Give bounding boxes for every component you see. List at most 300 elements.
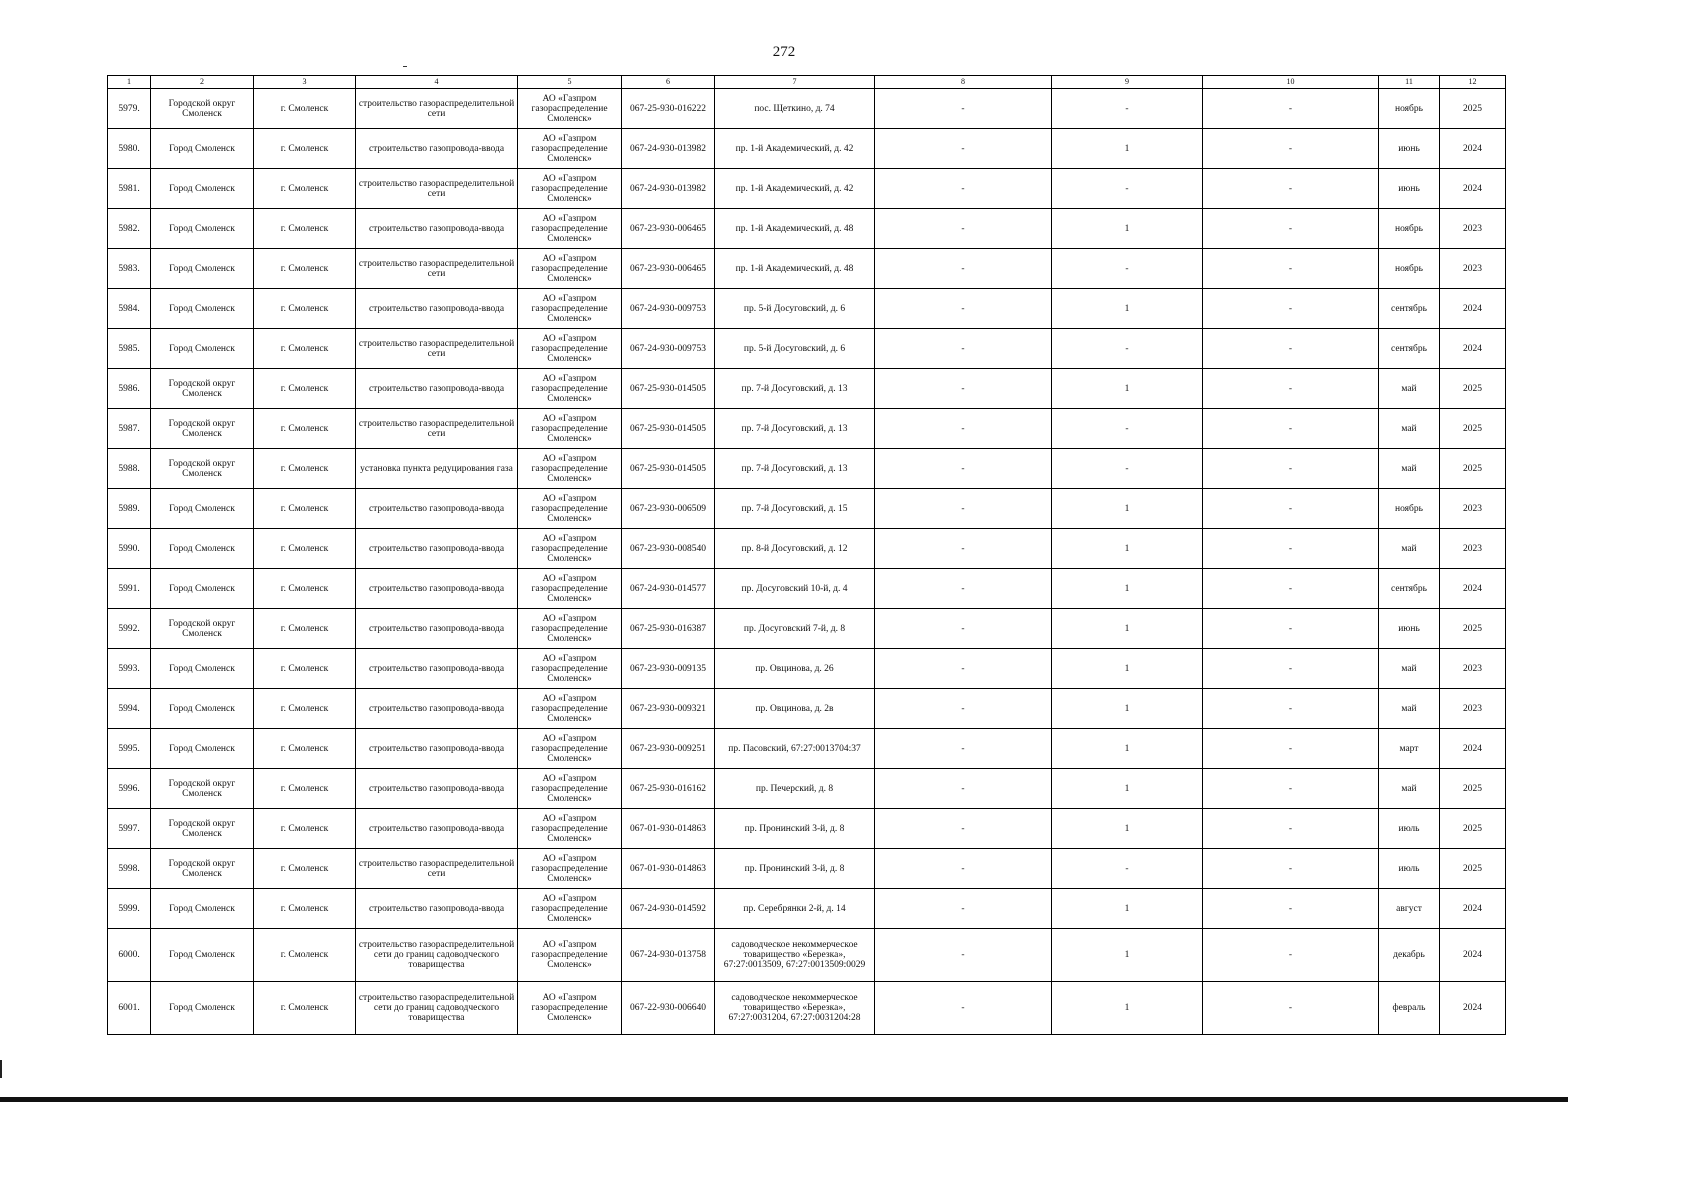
col10-cell: - <box>1203 689 1379 729</box>
row-number-cell: 5988. <box>108 449 151 489</box>
table-row <box>108 369 1506 409</box>
table-row <box>108 889 1506 929</box>
address-cell: пр. Овцинова, д. 2в <box>715 689 875 729</box>
col9-cell: 1 <box>1052 982 1203 1035</box>
code-cell: 067-01-930-014863 <box>622 809 715 849</box>
month-cell: ноябрь <box>1379 89 1440 129</box>
municipality-cell: Город Смоленск <box>151 889 254 929</box>
organization-cell: АО «Газпром газораспределение Смоленск» <box>518 689 622 729</box>
locality-cell: г. Смоленск <box>254 929 356 982</box>
municipality-cell: Город Смоленск <box>151 729 254 769</box>
table-row <box>108 849 1506 889</box>
row-number-cell: 6001. <box>108 982 151 1035</box>
address-cell: пр. 1-й Академический, д. 42 <box>715 169 875 209</box>
register-table <box>107 75 1506 1035</box>
scan-mark <box>403 66 407 67</box>
col9-cell: - <box>1052 329 1203 369</box>
col10-cell: - <box>1203 169 1379 209</box>
locality-cell: г. Смоленск <box>254 849 356 889</box>
code-cell: 067-23-930-008540 <box>622 529 715 569</box>
col10-cell: - <box>1203 249 1379 289</box>
column-header: 11 <box>1379 76 1440 89</box>
work-type-cell: строительство газопровода-ввода <box>356 609 518 649</box>
work-type-cell: строительство газопровода-ввода <box>356 729 518 769</box>
row-number-cell: 5981. <box>108 169 151 209</box>
year-cell: 2025 <box>1440 809 1506 849</box>
address-cell: пр. Серебрянки 2-й, д. 14 <box>715 889 875 929</box>
col10-cell: - <box>1203 89 1379 129</box>
organization-cell: АО «Газпром газораспределение Смоленск» <box>518 609 622 649</box>
col9-cell: 1 <box>1052 729 1203 769</box>
locality-cell: г. Смоленск <box>254 169 356 209</box>
column-header: 4 <box>356 76 518 89</box>
table-row <box>108 449 1506 489</box>
code-cell: 067-24-930-014592 <box>622 889 715 929</box>
col8-cell: - <box>875 209 1052 249</box>
code-cell: 067-24-930-013758 <box>622 929 715 982</box>
col9-cell: - <box>1052 249 1203 289</box>
col9-cell: 1 <box>1052 769 1203 809</box>
address-cell: пр. 5-й Досуговский, д. 6 <box>715 289 875 329</box>
organization-cell: АО «Газпром газораспределение Смоленск» <box>518 169 622 209</box>
work-type-cell: строительство газораспределительной сети <box>356 849 518 889</box>
locality-cell: г. Смоленск <box>254 209 356 249</box>
col10-cell: - <box>1203 809 1379 849</box>
month-cell: июнь <box>1379 129 1440 169</box>
organization-cell: АО «Газпром газораспределение Смоленск» <box>518 489 622 529</box>
month-cell: июнь <box>1379 609 1440 649</box>
col10-cell: - <box>1203 982 1379 1035</box>
month-cell: февраль <box>1379 982 1440 1035</box>
municipality-cell: Город Смоленск <box>151 169 254 209</box>
year-cell: 2025 <box>1440 409 1506 449</box>
work-type-cell: строительство газопровода-ввода <box>356 769 518 809</box>
col10-cell: - <box>1203 609 1379 649</box>
organization-cell: АО «Газпром газораспределение Смоленск» <box>518 569 622 609</box>
row-number-cell: 5991. <box>108 569 151 609</box>
col8-cell: - <box>875 769 1052 809</box>
year-cell: 2024 <box>1440 569 1506 609</box>
month-cell: сентябрь <box>1379 569 1440 609</box>
locality-cell: г. Смоленск <box>254 329 356 369</box>
row-number-cell: 5979. <box>108 89 151 129</box>
year-cell: 2025 <box>1440 849 1506 889</box>
code-cell: 067-24-930-009753 <box>622 289 715 329</box>
col8-cell: - <box>875 689 1052 729</box>
year-cell: 2024 <box>1440 729 1506 769</box>
address-cell: пр. 7-й Досуговский, д. 15 <box>715 489 875 529</box>
locality-cell: г. Смоленск <box>254 129 356 169</box>
year-cell: 2024 <box>1440 982 1506 1035</box>
municipality-cell: Город Смоленск <box>151 929 254 982</box>
year-cell: 2023 <box>1440 529 1506 569</box>
year-cell: 2024 <box>1440 129 1506 169</box>
municipality-cell: Город Смоленск <box>151 329 254 369</box>
column-header: 7 <box>715 76 875 89</box>
month-cell: ноябрь <box>1379 489 1440 529</box>
col8-cell: - <box>875 249 1052 289</box>
row-number-cell: 5997. <box>108 809 151 849</box>
year-cell: 2025 <box>1440 89 1506 129</box>
month-cell: ноябрь <box>1379 249 1440 289</box>
table-row <box>108 169 1506 209</box>
work-type-cell: строительство газораспределительной сети до границ садоводческого товарищества <box>356 929 518 982</box>
work-type-cell: строительство газораспределительной сети <box>356 409 518 449</box>
code-cell: 067-01-930-014863 <box>622 849 715 889</box>
work-type-cell: строительство газопровода-ввода <box>356 129 518 169</box>
col10-cell: - <box>1203 329 1379 369</box>
table-body <box>108 89 1506 1035</box>
year-cell: 2023 <box>1440 649 1506 689</box>
municipality-cell: Город Смоленск <box>151 689 254 729</box>
work-type-cell: строительство газопровода-ввода <box>356 209 518 249</box>
organization-cell: АО «Газпром газораспределение Смоленск» <box>518 89 622 129</box>
col8-cell: - <box>875 449 1052 489</box>
address-cell: пр. 5-й Досуговский, д. 6 <box>715 329 875 369</box>
col9-cell: 1 <box>1052 569 1203 609</box>
col8-cell: - <box>875 982 1052 1035</box>
work-type-cell: строительство газопровода-ввода <box>356 569 518 609</box>
year-cell: 2023 <box>1440 689 1506 729</box>
month-cell: август <box>1379 889 1440 929</box>
municipality-cell: Город Смоленск <box>151 529 254 569</box>
code-cell: 067-25-930-016387 <box>622 609 715 649</box>
col10-cell: - <box>1203 369 1379 409</box>
locality-cell: г. Смоленск <box>254 449 356 489</box>
col8-cell: - <box>875 889 1052 929</box>
address-cell: пр. 8-й Досуговский, д. 12 <box>715 529 875 569</box>
col9-cell: 1 <box>1052 649 1203 689</box>
col9-cell: 1 <box>1052 369 1203 409</box>
organization-cell: АО «Газпром газораспределение Смоленск» <box>518 849 622 889</box>
year-cell: 2025 <box>1440 769 1506 809</box>
col8-cell: - <box>875 409 1052 449</box>
year-cell: 2024 <box>1440 329 1506 369</box>
municipality-cell: Город Смоленск <box>151 209 254 249</box>
row-number-cell: 5986. <box>108 369 151 409</box>
row-number-cell: 5998. <box>108 849 151 889</box>
table-row <box>108 809 1506 849</box>
organization-cell: АО «Газпром газораспределение Смоленск» <box>518 929 622 982</box>
row-number-cell: 5987. <box>108 409 151 449</box>
year-cell: 2025 <box>1440 369 1506 409</box>
month-cell: сентябрь <box>1379 289 1440 329</box>
table-row <box>108 729 1506 769</box>
col10-cell: - <box>1203 929 1379 982</box>
work-type-cell: строительство газораспределительной сети <box>356 169 518 209</box>
address-cell: пос. Щеткино, д. 74 <box>715 89 875 129</box>
locality-cell: г. Смоленск <box>254 809 356 849</box>
col9-cell: - <box>1052 449 1203 489</box>
month-cell: май <box>1379 449 1440 489</box>
row-number-cell: 6000. <box>108 929 151 982</box>
address-cell: пр. Пронинский 3-й, д. 8 <box>715 809 875 849</box>
table-row <box>108 329 1506 369</box>
address-cell: пр. 7-й Досуговский, д. 13 <box>715 409 875 449</box>
col9-cell: - <box>1052 849 1203 889</box>
organization-cell: АО «Газпром газораспределение Смоленск» <box>518 289 622 329</box>
table-row <box>108 89 1506 129</box>
col8-cell: - <box>875 169 1052 209</box>
table-row <box>108 569 1506 609</box>
table-row <box>108 649 1506 689</box>
year-cell: 2023 <box>1440 489 1506 529</box>
col9-cell: - <box>1052 89 1203 129</box>
code-cell: 067-23-930-006465 <box>622 209 715 249</box>
address-cell: пр. Печерский, д. 8 <box>715 769 875 809</box>
col9-cell: 1 <box>1052 809 1203 849</box>
work-type-cell: строительство газораспределительной сети до границ садоводческого товарищества <box>356 982 518 1035</box>
address-cell: пр. 1-й Академический, д. 42 <box>715 129 875 169</box>
month-cell: май <box>1379 769 1440 809</box>
municipality-cell: Городской округ Смоленск <box>151 769 254 809</box>
col9-cell: - <box>1052 169 1203 209</box>
municipality-cell: Город Смоленск <box>151 289 254 329</box>
col8-cell: - <box>875 529 1052 569</box>
locality-cell: г. Смоленск <box>254 89 356 129</box>
header-row <box>108 76 1506 89</box>
row-number-cell: 5989. <box>108 489 151 529</box>
code-cell: 067-23-930-006465 <box>622 249 715 289</box>
col9-cell: 1 <box>1052 609 1203 649</box>
col9-cell: 1 <box>1052 929 1203 982</box>
municipality-cell: Городской округ Смоленск <box>151 369 254 409</box>
locality-cell: г. Смоленск <box>254 769 356 809</box>
work-type-cell: строительство газораспределительной сети <box>356 249 518 289</box>
municipality-cell: Городской округ Смоленск <box>151 449 254 489</box>
month-cell: сентябрь <box>1379 329 1440 369</box>
organization-cell: АО «Газпром газораспределение Смоленск» <box>518 769 622 809</box>
col10-cell: - <box>1203 889 1379 929</box>
col9-cell: 1 <box>1052 529 1203 569</box>
locality-cell: г. Смоленск <box>254 249 356 289</box>
locality-cell: г. Смоленск <box>254 689 356 729</box>
scan-edge-mark <box>0 1060 2 1078</box>
code-cell: 067-25-930-016162 <box>622 769 715 809</box>
col8-cell: - <box>875 609 1052 649</box>
table-row <box>108 769 1506 809</box>
work-type-cell: строительство газопровода-ввода <box>356 289 518 329</box>
col8-cell: - <box>875 849 1052 889</box>
col10-cell: - <box>1203 569 1379 609</box>
month-cell: май <box>1379 529 1440 569</box>
row-number-cell: 5983. <box>108 249 151 289</box>
organization-cell: АО «Газпром газораспределение Смоленск» <box>518 129 622 169</box>
address-cell: пр. 1-й Академический, д. 48 <box>715 209 875 249</box>
col9-cell: 1 <box>1052 489 1203 529</box>
year-cell: 2025 <box>1440 609 1506 649</box>
year-cell: 2023 <box>1440 249 1506 289</box>
table-row <box>108 129 1506 169</box>
row-number-cell: 5990. <box>108 529 151 569</box>
work-type-cell: строительство газопровода-ввода <box>356 489 518 529</box>
code-cell: 067-23-930-009321 <box>622 689 715 729</box>
locality-cell: г. Смоленск <box>254 529 356 569</box>
month-cell: декабрь <box>1379 929 1440 982</box>
scan-bottom-border <box>0 1097 1568 1102</box>
municipality-cell: Городской округ Смоленск <box>151 849 254 889</box>
col8-cell: - <box>875 289 1052 329</box>
col9-cell: 1 <box>1052 689 1203 729</box>
col10-cell: - <box>1203 769 1379 809</box>
organization-cell: АО «Газпром газораспределение Смоленск» <box>518 329 622 369</box>
municipality-cell: Город Смоленск <box>151 489 254 529</box>
column-header: 8 <box>875 76 1052 89</box>
col8-cell: - <box>875 369 1052 409</box>
column-header: 3 <box>254 76 356 89</box>
table-row <box>108 289 1506 329</box>
column-header: 5 <box>518 76 622 89</box>
column-header: 6 <box>622 76 715 89</box>
work-type-cell: строительство газораспределительной сети <box>356 89 518 129</box>
column-header: 2 <box>151 76 254 89</box>
code-cell: 067-25-930-014505 <box>622 449 715 489</box>
municipality-cell: Город Смоленск <box>151 569 254 609</box>
table-row <box>108 529 1506 569</box>
work-type-cell: строительство газопровода-ввода <box>356 529 518 569</box>
column-header: 10 <box>1203 76 1379 89</box>
col10-cell: - <box>1203 209 1379 249</box>
table-row <box>108 982 1506 1035</box>
col8-cell: - <box>875 329 1052 369</box>
locality-cell: г. Смоленск <box>254 409 356 449</box>
locality-cell: г. Смоленск <box>254 649 356 689</box>
table-row <box>108 689 1506 729</box>
organization-cell: АО «Газпром газораспределение Смоленск» <box>518 729 622 769</box>
month-cell: март <box>1379 729 1440 769</box>
col10-cell: - <box>1203 449 1379 489</box>
municipality-cell: Городской округ Смоленск <box>151 609 254 649</box>
work-type-cell: установка пункта редуцирования газа <box>356 449 518 489</box>
col10-cell: - <box>1203 849 1379 889</box>
row-number-cell: 5982. <box>108 209 151 249</box>
column-header: 12 <box>1440 76 1506 89</box>
work-type-cell: строительство газопровода-ввода <box>356 889 518 929</box>
locality-cell: г. Смоленск <box>254 609 356 649</box>
month-cell: ноябрь <box>1379 209 1440 249</box>
code-cell: 067-25-930-014505 <box>622 409 715 449</box>
code-cell: 067-24-930-009753 <box>622 329 715 369</box>
municipality-cell: Город Смоленск <box>151 649 254 689</box>
row-number-cell: 5995. <box>108 729 151 769</box>
page-number: 272 <box>772 44 796 60</box>
address-cell: садоводческое некоммерческое товарищество «Березка», 67:27:0013509, 67:27:0013509:0029 <box>715 929 875 982</box>
col10-cell: - <box>1203 729 1379 769</box>
month-cell: июнь <box>1379 169 1440 209</box>
locality-cell: г. Смоленск <box>254 369 356 409</box>
row-number-cell: 5992. <box>108 609 151 649</box>
month-cell: май <box>1379 409 1440 449</box>
col8-cell: - <box>875 809 1052 849</box>
month-cell: май <box>1379 689 1440 729</box>
month-cell: июль <box>1379 849 1440 889</box>
work-type-cell: строительство газопровода-ввода <box>356 689 518 729</box>
organization-cell: АО «Газпром газораспределение Смоленск» <box>518 249 622 289</box>
year-cell: 2024 <box>1440 169 1506 209</box>
organization-cell: АО «Газпром газораспределение Смоленск» <box>518 649 622 689</box>
work-type-cell: строительство газопровода-ввода <box>356 369 518 409</box>
col9-cell: 1 <box>1052 129 1203 169</box>
code-cell: 067-23-930-009135 <box>622 649 715 689</box>
address-cell: пр. Досуговский 10-й, д. 4 <box>715 569 875 609</box>
locality-cell: г. Смоленск <box>254 289 356 329</box>
col9-cell: 1 <box>1052 289 1203 329</box>
code-cell: 067-24-930-013982 <box>622 169 715 209</box>
col10-cell: - <box>1203 409 1379 449</box>
col8-cell: - <box>875 729 1052 769</box>
row-number-cell: 5994. <box>108 689 151 729</box>
col9-cell: - <box>1052 409 1203 449</box>
address-cell: пр. 1-й Академический, д. 48 <box>715 249 875 289</box>
table-row <box>108 209 1506 249</box>
year-cell: 2023 <box>1440 209 1506 249</box>
address-cell: пр. Овцинова, д. 26 <box>715 649 875 689</box>
organization-cell: АО «Газпром газораспределение Смоленск» <box>518 409 622 449</box>
year-cell: 2024 <box>1440 929 1506 982</box>
row-number-cell: 5993. <box>108 649 151 689</box>
organization-cell: АО «Газпром газораспределение Смоленск» <box>518 449 622 489</box>
code-cell: 067-25-930-016222 <box>622 89 715 129</box>
municipality-cell: Городской округ Смоленск <box>151 809 254 849</box>
organization-cell: АО «Газпром газораспределение Смоленск» <box>518 889 622 929</box>
code-cell: 067-25-930-014505 <box>622 369 715 409</box>
month-cell: май <box>1379 649 1440 689</box>
municipality-cell: Город Смоленск <box>151 129 254 169</box>
year-cell: 2024 <box>1440 289 1506 329</box>
row-number-cell: 5985. <box>108 329 151 369</box>
col8-cell: - <box>875 569 1052 609</box>
address-cell: пр. Досуговский 7-й, д. 8 <box>715 609 875 649</box>
locality-cell: г. Смоленск <box>254 889 356 929</box>
code-cell: 067-22-930-006640 <box>622 982 715 1035</box>
year-cell: 2024 <box>1440 889 1506 929</box>
work-type-cell: строительство газопровода-ввода <box>356 649 518 689</box>
row-number-cell: 5980. <box>108 129 151 169</box>
organization-cell: АО «Газпром газораспределение Смоленск» <box>518 809 622 849</box>
table-row <box>108 609 1506 649</box>
row-number-cell: 5999. <box>108 889 151 929</box>
month-cell: июль <box>1379 809 1440 849</box>
organization-cell: АО «Газпром газораспределение Смоленск» <box>518 369 622 409</box>
code-cell: 067-24-930-013982 <box>622 129 715 169</box>
col10-cell: - <box>1203 129 1379 169</box>
address-cell: садоводческое некоммерческое товарищество «Березка», 67:27:0031204, 67:27:0031204:28 <box>715 982 875 1035</box>
code-cell: 067-23-930-009251 <box>622 729 715 769</box>
organization-cell: АО «Газпром газораспределение Смоленск» <box>518 982 622 1035</box>
col10-cell: - <box>1203 649 1379 689</box>
municipality-cell: Город Смоленск <box>151 249 254 289</box>
locality-cell: г. Смоленск <box>254 569 356 609</box>
col10-cell: - <box>1203 529 1379 569</box>
work-type-cell: строительство газораспределительной сети <box>356 329 518 369</box>
table-row <box>108 929 1506 982</box>
year-cell: 2025 <box>1440 449 1506 489</box>
col10-cell: - <box>1203 289 1379 329</box>
row-number-cell: 5996. <box>108 769 151 809</box>
col8-cell: - <box>875 89 1052 129</box>
table-row <box>108 489 1506 529</box>
code-cell: 067-24-930-014577 <box>622 569 715 609</box>
work-type-cell: строительство газопровода-ввода <box>356 809 518 849</box>
col10-cell: - <box>1203 489 1379 529</box>
col8-cell: - <box>875 129 1052 169</box>
address-cell: пр. 7-й Досуговский, д. 13 <box>715 369 875 409</box>
locality-cell: г. Смоленск <box>254 982 356 1035</box>
col9-cell: 1 <box>1052 889 1203 929</box>
address-cell: пр. Пронинский 3-й, д. 8 <box>715 849 875 889</box>
locality-cell: г. Смоленск <box>254 729 356 769</box>
table-row <box>108 249 1506 289</box>
